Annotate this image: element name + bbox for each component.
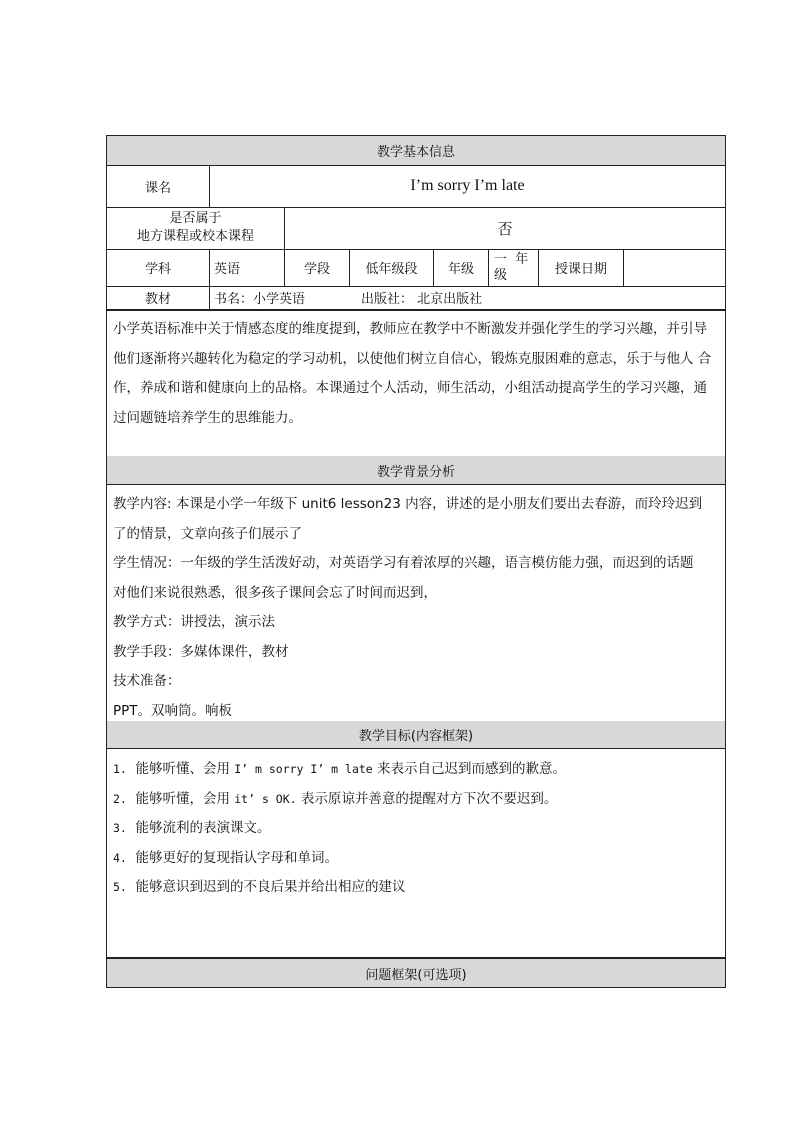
objective-item: 3. 能够流利的表演课文。	[113, 820, 271, 836]
students-line-1: 学生情况：一年级的学生活泼好动，对英语学习有着浓厚的兴趣，语言模仿能力强，而迟到的话题	[113, 555, 694, 571]
objective-item: 5. 能够意识到迟到的不良后果并给出相应的建议	[113, 879, 406, 895]
intro-paragraph: 小学英语标准中关于情感态度的维度提到，教师应在教学中不断激发并强化学生的学习兴趣，并引导他们逐渐将兴趣转化为稳定的学习动机，以使他们树立自信心，锻炼克服困难的意志，乐于与他人 合作，养成和谐和健康向上的品格。本课通过个人活动，师生活动，小组活动提高学生的学习兴趣，通过问题链培养学生的思维能力。	[113, 321, 712, 426]
local-course-row	[106, 207, 726, 250]
textbook-row	[106, 286, 726, 310]
local-course-label-line1: 是否属于	[169, 211, 222, 226]
question-framework-header-text: 问题框架(可选项)	[365, 967, 467, 983]
subject-label: 学科	[107, 249, 210, 286]
objectives-header	[106, 721, 726, 749]
grade-value	[489, 249, 539, 286]
date-value	[624, 249, 725, 286]
course-title: I’m sorry I’m late	[410, 177, 525, 194]
background-header-text: 教学背景分析	[376, 464, 455, 480]
textbook-value	[210, 286, 725, 309]
objectives-header-text: 教学目标(内容框架)	[358, 729, 474, 744]
course-label: 课名	[107, 165, 210, 207]
equipment: PPT。双响筒。响板	[113, 702, 233, 719]
basic-info-header	[106, 135, 726, 166]
grade-value-line1: 一 年	[494, 251, 529, 267]
content-line-2: 了的情景，文章向孩子们展示了	[113, 525, 302, 542]
objective-item: 1. 能够听懂、会用 I’ m sorry I’ m late 来表示自己迟到而感到的歉意。	[113, 761, 567, 777]
course-row	[106, 165, 726, 208]
teaching-means: 教学手段：多媒体课件，教材	[113, 643, 289, 660]
stage-label: 学段	[285, 249, 350, 286]
grade-label: 年级	[434, 249, 489, 286]
students-line-2: 对他们来说很熟悉，很多孩子课间会忘了时间而迟到，	[113, 584, 437, 601]
subject-value: 英语	[210, 249, 285, 286]
tech-prep: 技术准备：	[113, 673, 181, 689]
background-header	[106, 456, 726, 485]
teaching-method: 教学方式：讲授法，演示法	[113, 614, 275, 630]
question-framework-header	[106, 957, 726, 988]
intro-block	[106, 309, 726, 457]
objectives-block	[106, 748, 726, 958]
background-block	[106, 484, 726, 722]
textbook-label: 教材	[107, 286, 210, 309]
grade-value-line2: 级	[494, 267, 508, 283]
local-course-label-line2: 地方课程或校本课程	[136, 229, 254, 244]
book-name: 书名：小学英语	[214, 292, 306, 307]
subject-row	[106, 249, 726, 287]
basic-info-header-text: 教学基本信息	[376, 145, 455, 160]
date-label: 授课日期	[539, 249, 624, 286]
objective-item: 2. 能够听懂，会用 it’ s OK. 表示原谅并善意的提醒对方下次不要迟到。	[113, 790, 558, 807]
objective-item: 4. 能够更好的复现指认字母和单词。	[113, 849, 338, 866]
local-course-label	[107, 207, 285, 249]
content-line-1: 教学内容: 本课是小学一年级下 unit6 lesson23 内容，讲述的是小朋友们要出去春游，而玲玲迟到	[113, 496, 703, 512]
publisher: 出版社： 北京出版社	[361, 292, 483, 307]
stage-value: 低年级段	[350, 249, 434, 286]
local-course-value: 否	[497, 219, 513, 238]
